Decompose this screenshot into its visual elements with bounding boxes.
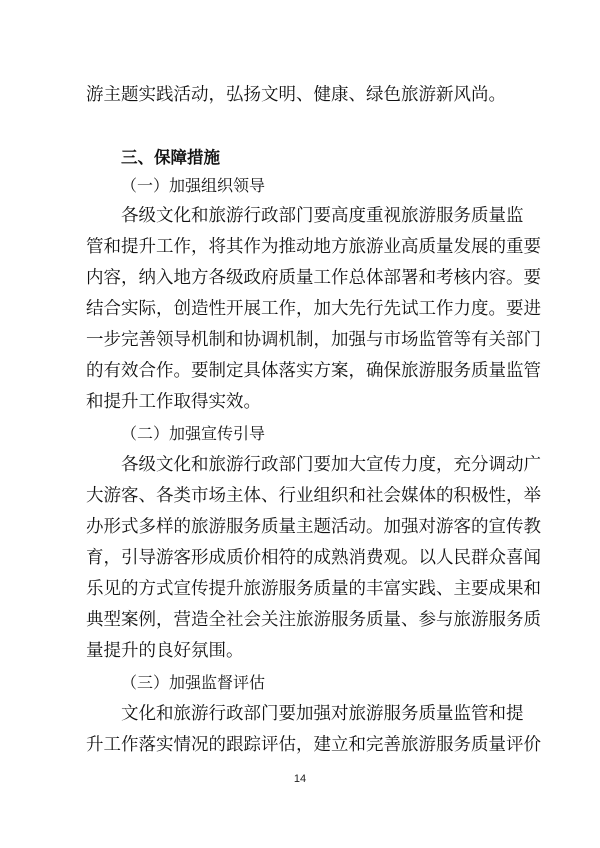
subsection-heading: （一）加强组织领导	[121, 176, 266, 195]
paragraph-line: 内容，纳入地方各级政府质量工作总体部署和考核内容。要	[86, 268, 541, 288]
paragraph-line: 量提升的良好氛围。	[86, 641, 244, 661]
paragraph-line: 育，引导游客形成质价相符的成熟消费观。以人民群众喜闻	[86, 548, 541, 568]
paragraph-line: 的有效合作。要制定具体落实方案，确保旅游服务质量监管	[86, 361, 541, 381]
paragraph-line: 各级文化和旅游行政部门要高度重视旅游服务质量监	[121, 206, 524, 226]
paragraph-line: 办形式多样的旅游服务质量主题活动。加强对游客的宣传教	[86, 517, 541, 537]
paragraph-line: 游主题实践活动，弘扬文明、健康、绿色旅游新风尚。	[86, 85, 506, 105]
paragraph-line: 各级文化和旅游行政部门要加大宣传力度，充分调动广	[121, 455, 541, 475]
paragraph-line: 文化和旅游行政部门要加强对旅游服务质量监管和提	[121, 704, 524, 724]
subsection-heading: （二）加强宣传引导	[121, 424, 266, 443]
section-heading: 三、保障措施	[121, 148, 220, 167]
subsection-heading: （三）加强监督评估	[121, 673, 266, 692]
paragraph-line: 一步完善领导机制和协调机制，加强与市场监管等有关部门	[86, 330, 541, 350]
paragraph-line: 乐见的方式宣传提升旅游服务质量的丰富实践、主要成果和	[86, 579, 541, 599]
paragraph-line: 结合实际，创造性开展工作，加大先行先试工作力度。要进	[86, 299, 541, 319]
paragraph-line: 典型案例，营造全社会关注旅游服务质量、参与旅游服务质	[86, 610, 541, 630]
paragraph-line: 和提升工作取得实效。	[86, 392, 261, 412]
paragraph-line: 升工作落实情况的跟踪评估，建立和完善旅游服务质量评价	[86, 735, 541, 755]
page-number: 14	[293, 773, 307, 785]
paragraph-line: 大游客、各类市场主体、行业组织和社会媒体的积极性，举	[86, 486, 541, 506]
paragraph-line: 管和提升工作，将其作为推动地方旅游业高质量发展的重要	[86, 237, 541, 257]
